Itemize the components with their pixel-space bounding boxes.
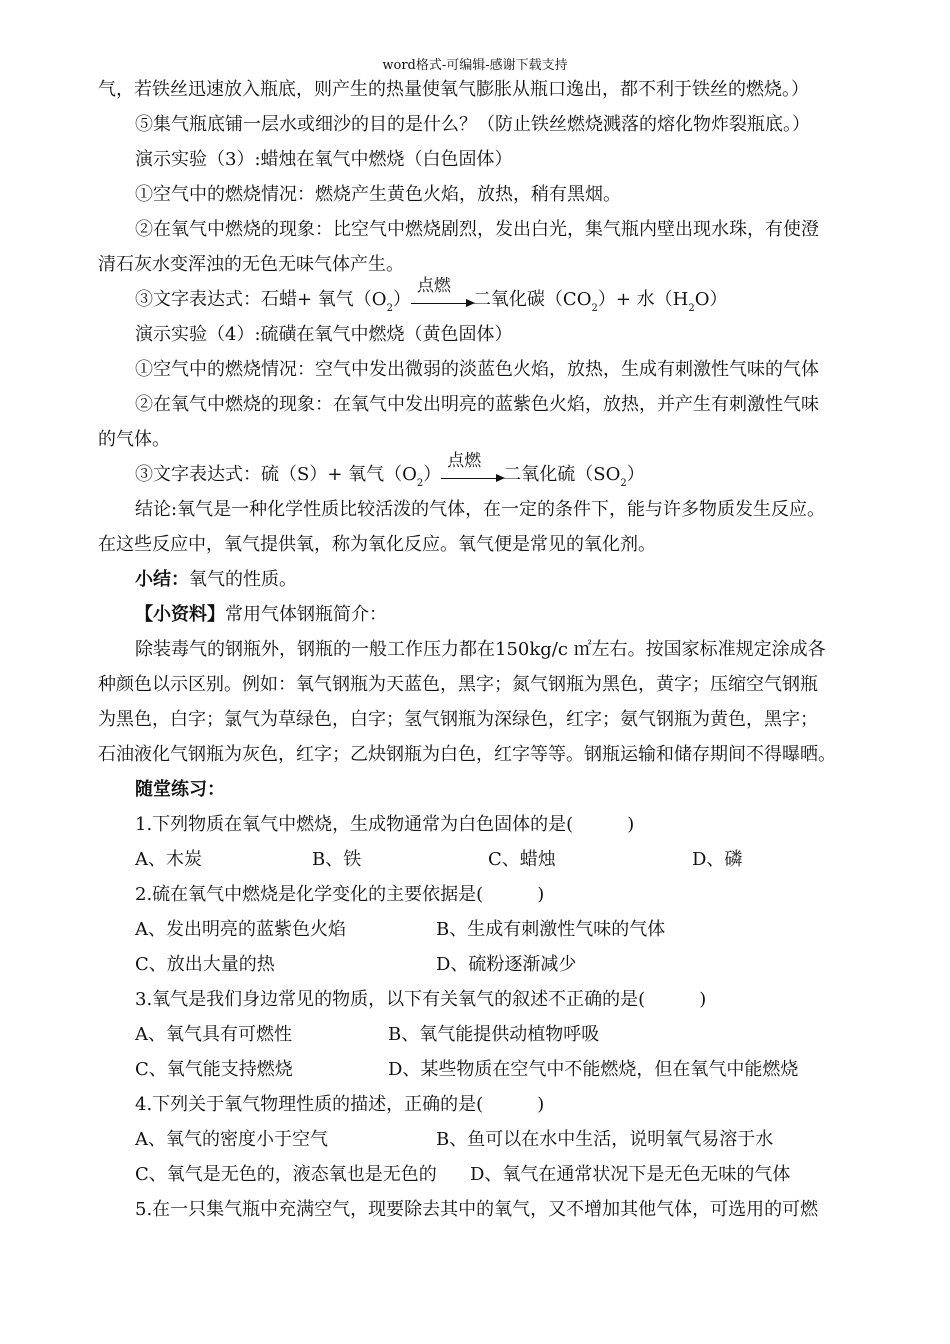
option-c: C、放出大量的热 [135,954,275,975]
question-stem: 4.下列关于氧气物理性质的描述，正确的是( ) [135,1094,545,1115]
question-stem: 5.在一只集气瓶中充满空气，现要除去其中的氧气，又不增加其他气体，可选用的可燃 [135,1199,819,1220]
practice-heading: 随堂练习： [135,779,225,800]
info-title: 常用气体钢瓶简介： [225,604,387,625]
equation-product: O） [694,289,728,310]
info-label: 【小资料】 [135,604,225,625]
subscript: 2 [620,478,627,489]
info-heading [135,603,387,627]
paragraph-line: ②在氧气中燃烧的现象：在氧气中发出明亮的蓝紫色火焰，放热，并产生有刺激性气味 [135,394,819,415]
conclusion-line: 在这些反应中，氧气提供氧，称为氧化反应。氧气便是常见的氧化剂。 [98,534,656,555]
equation-product: 二氧化硫（SO [503,464,621,485]
subscript: 2 [416,478,424,489]
page-header: word格式-可编辑-感谢下载支持 [382,58,568,73]
subscript: 2 [386,303,393,314]
paragraph-line: 清石灰水变浑浊的无色无味气体产生。 [98,254,404,275]
option-a: A、木炭 [135,849,202,870]
equation-product: 二氧化碳（CO [472,289,592,310]
paragraph-line: 为黑色，白字；氯气为草绿色，白字；氢气钢瓶为深绿色，红字；氨气钢瓶为黄色，黑字； [98,709,818,730]
equation-product: ） [626,464,645,485]
equation-reactants: ③文字表达式：硫（S）+ 氧气（O [135,464,417,485]
section-heading: 演示实验（4）:硫磺在氧气中燃烧（黄色固体） [135,324,513,345]
summary-line [135,568,297,592]
option-b: B、鱼可以在水中生活，说明氧气易溶于水 [436,1129,774,1150]
option-b: B、氧气能提供动植物呼吸 [388,1024,600,1045]
option-d: D、磷 [692,849,743,870]
summary-text: 氧气的性质。 [189,569,297,590]
section-heading: 演示实验（3）:蜡烛在氧气中燃烧（白色固体） [135,149,513,170]
option-c: C、氧气能支持燃烧 [135,1059,293,1080]
option-d: D、硫粉逐渐减少 [436,954,577,975]
option-a: A、氧气具有可燃性 [135,1024,292,1045]
reaction-condition: 点燃 [447,451,482,471]
equation-product: ）+ 水（H [597,289,689,310]
option-c: C、氧气是无色的，液态氧也是无色的 [135,1164,437,1185]
reaction-arrow [441,451,503,487]
option-b: B、铁 [312,849,362,870]
equation-reactants: ③文字表达式：石蜡+ 氧气（O [135,289,387,310]
question-stem: 3.氧气是我们身边常见的物质，以下有关氧气的叙述不正确的是( ) [135,989,707,1010]
option-a: A、氧气的密度小于空气 [135,1129,328,1150]
paragraph-line: ②在氧气中燃烧的现象：比空气中燃烧剧烈，发出白光，集气瓶内壁出现水珠，有使澄 [135,219,819,240]
option-b: B、生成有刺激性气味的气体 [436,919,666,940]
paragraph-line: ①空气中的燃烧情况：燃烧产生黄色火焰，放热，稍有黑烟。 [135,184,621,205]
question-stem: 1.下列物质在氧气中燃烧，生成物通常为白色固体的是( ) [135,814,635,835]
conclusion-line: 结论:氧气是一种化学性质比较活泼的气体，在一定的条件下，能与许多物质发生反应。 [135,499,826,520]
option-d: D、某些物质在空气中不能燃烧，但在氧气中能燃烧 [388,1059,799,1080]
word-equation-1 [135,276,728,315]
paragraph-line: ⑤集气瓶底铺一层水或细沙的目的是什么？（防止铁丝燃烧溅落的熔化物炸裂瓶底。） [135,114,810,135]
summary-label: 小结： [135,569,189,590]
equation-bracket: ） [423,464,442,485]
option-d: D、氧气在通常状况下是无色无味的气体 [470,1164,791,1185]
paragraph-line: 除装毒气的钢瓶外，钢瓶的一般工作压力都在150kg/c ㎡左右。按国家标准规定涂成各 [135,639,826,660]
subscript: 2 [688,303,695,314]
option-a: A、发出明亮的蓝紫色火焰 [135,919,346,940]
paragraph-line: 石油液化气钢瓶为灰色，红字；乙炔钢瓶为白色，红字等等。钢瓶运输和储存期间不得曝晒。 [98,744,836,765]
reaction-arrow [411,276,473,312]
word-equation-2 [135,451,645,490]
option-c: C、蜡烛 [488,849,556,870]
subscript: 2 [591,303,598,314]
paragraph-line: 的气体。 [98,429,170,450]
reaction-condition: 点燃 [416,276,451,296]
paragraph-line: ①空气中的燃烧情况：空气中发出微弱的淡蓝色火焰，放热，生成有刺激性气味的气体 [135,359,819,380]
question-stem: 2.硫在氧气中燃烧是化学变化的主要依据是( ) [135,884,545,905]
paragraph-line: 气，若铁丝迅速放入瓶底，则产生的热量使氧气膨胀从瓶口逸出，都不利于铁丝的燃烧。） [98,79,809,100]
paragraph-line: 种颜色以示区别。例如：氧气钢瓶为天蓝色，黑字；氮气钢瓶为黑色，黄字；压缩空气钢瓶 [98,674,818,695]
equation-bracket: ） [392,289,411,310]
